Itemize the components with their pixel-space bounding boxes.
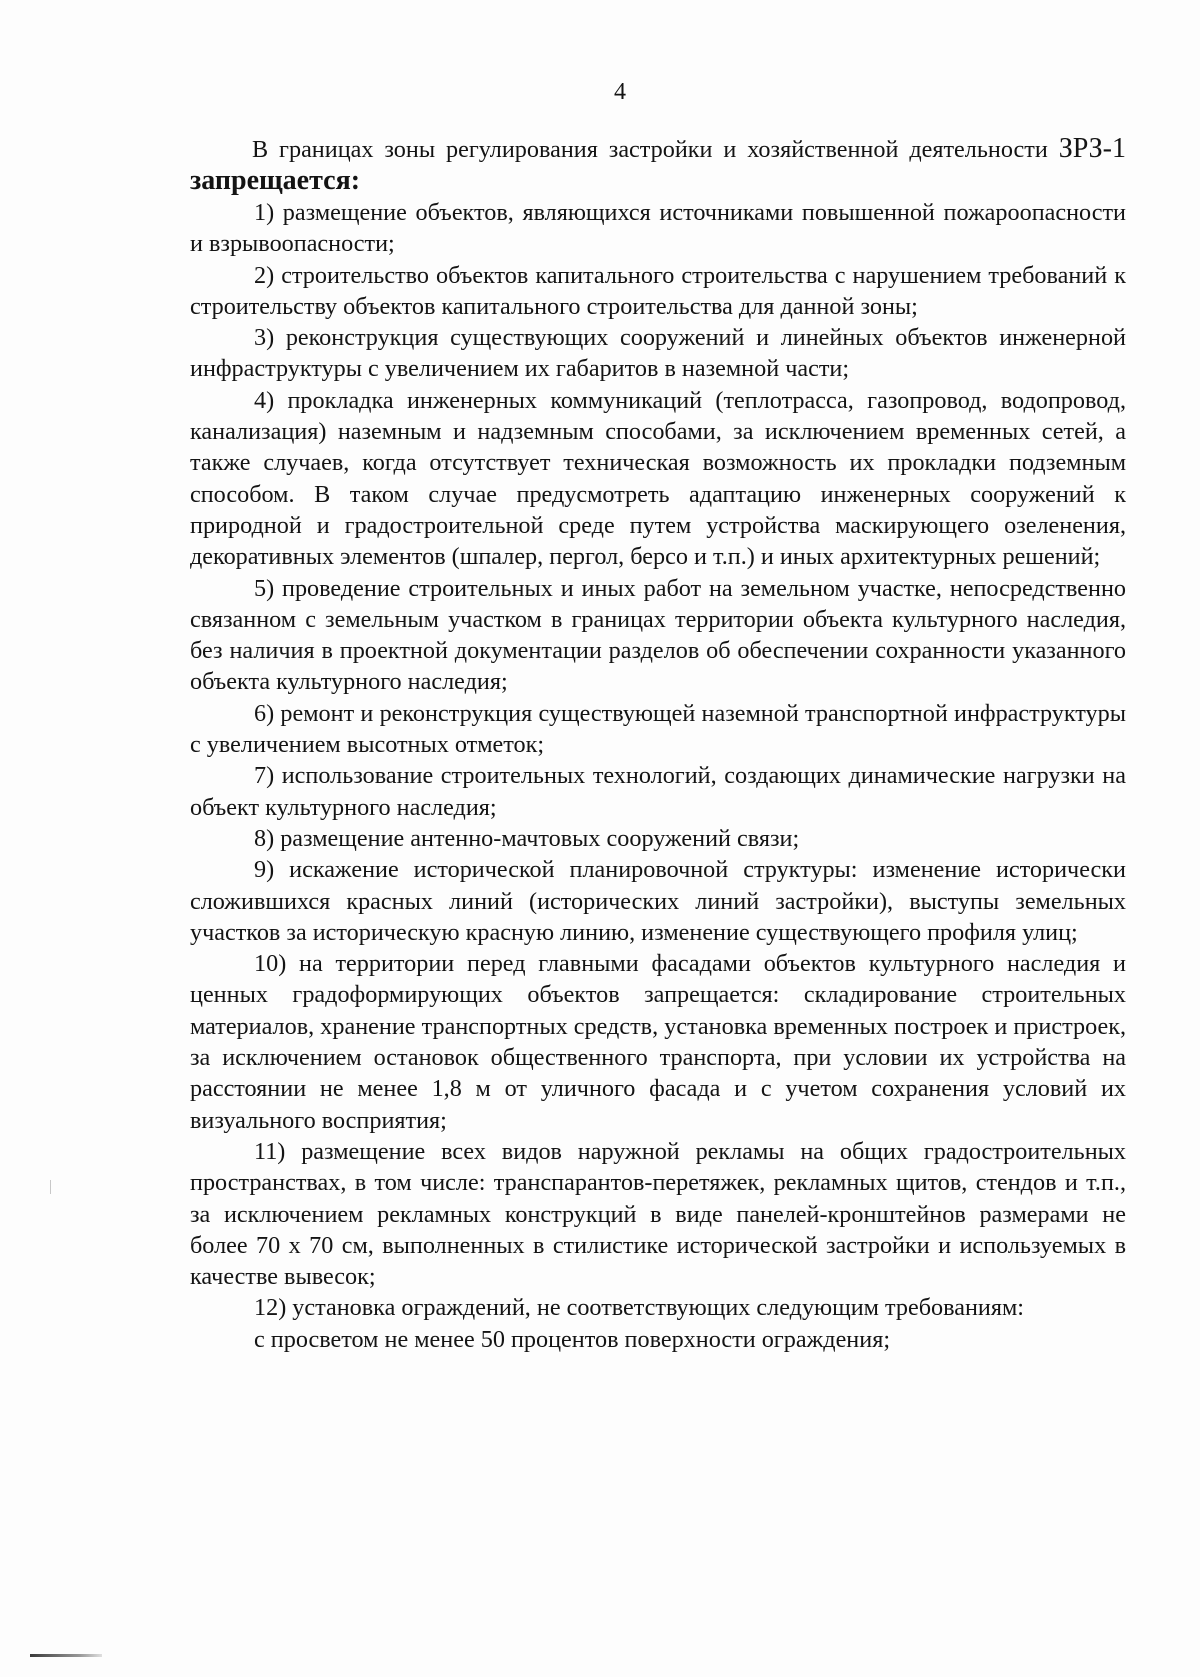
list-item-6: 6) ремонт и реконструкция существующей наземной транспортной инфраструктуры с увеличением высотных отметок; [190,699,1126,759]
page-number: 4 [614,79,626,105]
list-item-4: 4) прокладка инженерных коммуникаций (теплотрасса, газопровод, водопровод, канализация) наземным и надземным способами, за исключением временных сетей, а также случаев, когда отсутствует техническая возможность их прокладки подземным способом. В таком случае предусмотреть адаптацию инженерных сооружений к природной и градостроительной среде путем устройства маскирующего озеленения, декоративных элементов (шпалер, пергол, берсо и т.п.) и иных архитектурных решений; [190,386,1126,571]
list-item-2: 2) строительство объектов капитального строительства с нарушением требований к строительству объектов капитального строительства для данной зоны; [190,261,1126,320]
list-item-12: 12) установка ограждений, не соответствующих следующим требованиям: [254,1294,1025,1322]
list-item-11: 11) размещение всех видов наружной рекламы на общих градостроительных пространствах, в том числе: транспарантов-перетяжек, рекламных щитов, стендов и т.п., за исключением рекламных конструкций в виде панелей-кронштейнов размерами не более 70 х 70 см, выполненных в стилистике исторической застройки и используемых в качестве вывесок; [190,1137,1126,1291]
list-item-1: 1) размещение объектов, являющихся источниками повышенной пожароопасности и взрывоопасности; [190,199,1126,258]
list-item-5: 5) проведение строительных и иных работ на земельном участке, непосредственно связанном с земельным участком в границах территории объекта культурного наследия, без наличия в проектной документации разделов об обеспечении сохранности указанного объекта культурного наследия; [190,574,1126,696]
list-item-10: 10) на территории перед главными фасадами объектов культурного наследия и ценных градоформирующих объектов запрещается: складирование строительных материалов, хранение транспортных средств, установка временных построек и пристроек, за исключением остановок общественного транспорта, при условии их устройства на расстоянии не менее 1,8 м от уличного фасада и с учетом сохранения условий их визуального восприятия; [190,950,1126,1134]
zone-code: ЗРЗ-1 [1058,133,1126,164]
document-body [190,133,1126,1355]
list-item-7: 7) использование строительных технологий, создающих динамические нагрузки на объект культурного наследия; [190,762,1126,821]
list-item-12-requirement: с просветом не менее 50 процентов поверхности ограждения; [254,1325,891,1353]
scan-margin-mark [50,1180,51,1194]
list-item-8: 8) размещение антенно-мачтовых сооружений связи; [254,824,800,852]
scan-corner-smudge [30,1654,102,1657]
intro-text: В границах зоны регулирования застройки и хозяйственной деятельности [252,136,1048,163]
prohibited-heading: запрещается: [190,165,361,196]
intro-paragraph [190,133,1126,197]
list-item-3: 3) реконструкция существующих сооружений и линейных объектов инженерной инфраструктуры с увеличением их габаритов в наземной части; [190,324,1126,383]
list-item-9: 9) искажение исторической планировочной структуры: изменение исторически сложившихся красных линий (исторических линий застройки), выступы земельных участков за историческую красную линию, изменение существующего профиля улиц; [190,856,1126,946]
